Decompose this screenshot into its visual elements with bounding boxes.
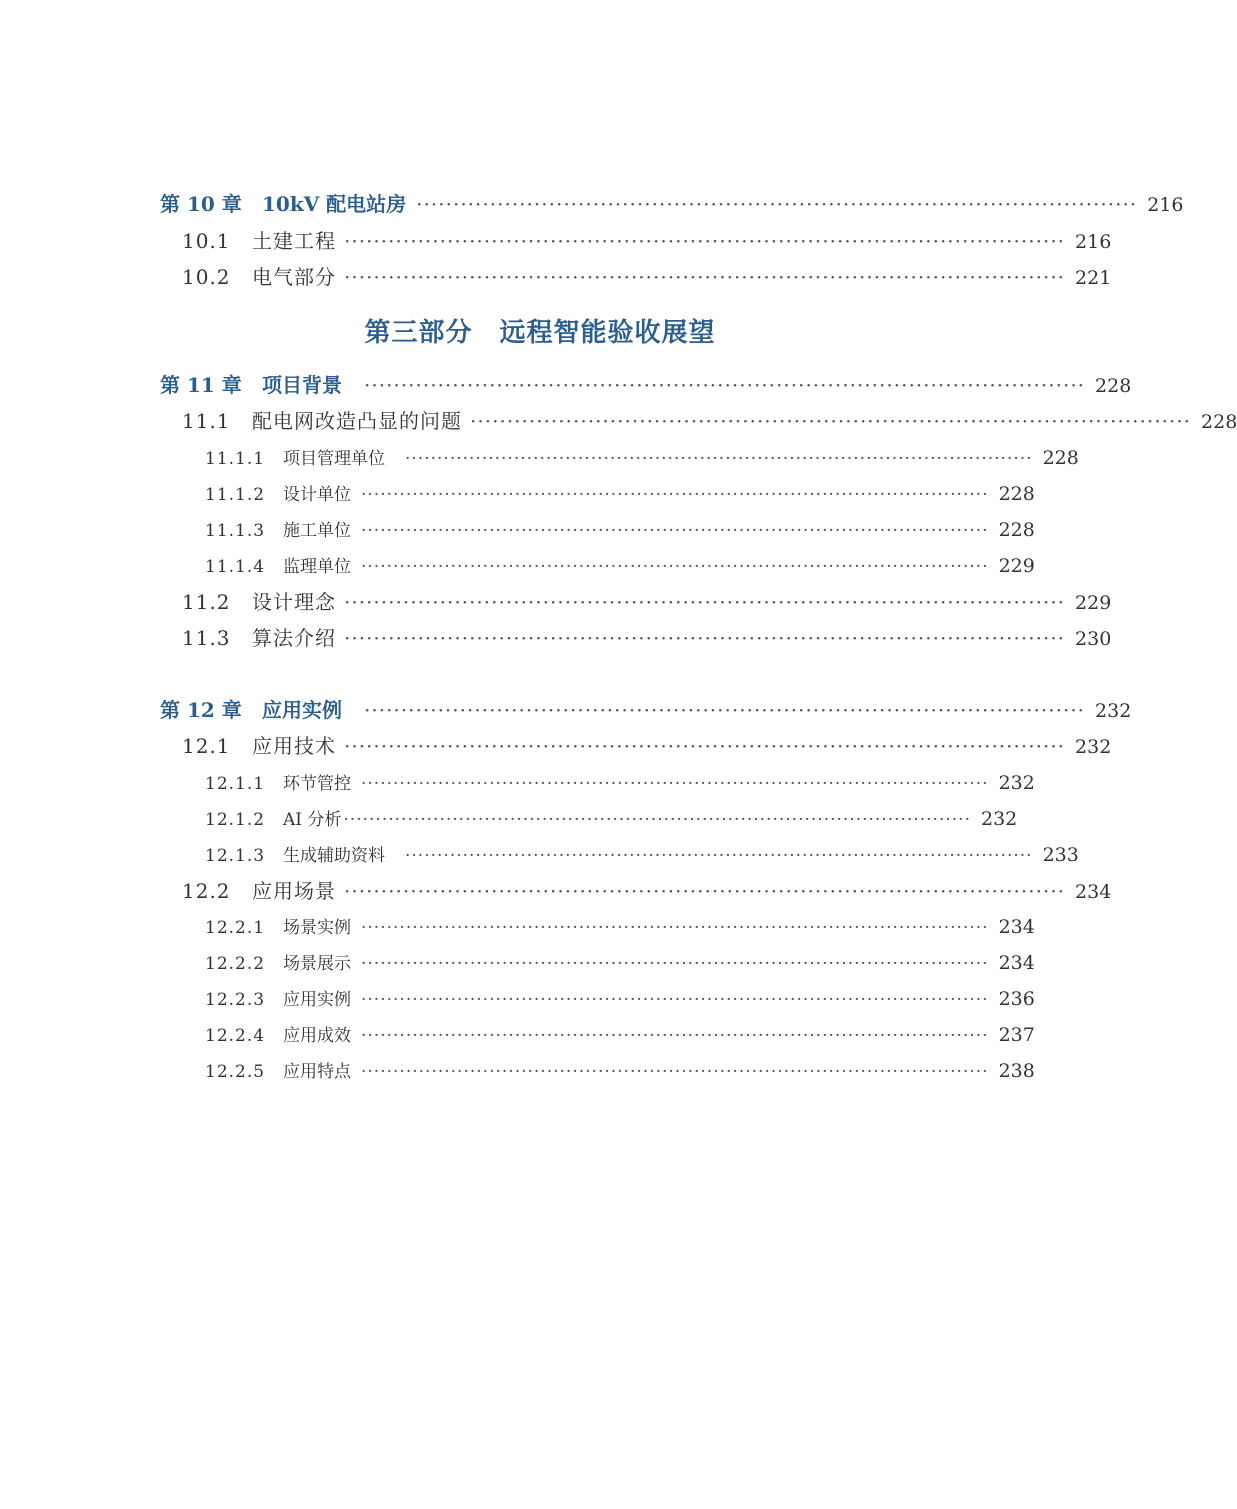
subsection-title: 场景实例	[283, 918, 351, 938]
dot-leader: ··································································································	[344, 879, 1066, 903]
page-number: 228	[998, 483, 1035, 505]
toc-chapter-12[interactable]	[160, 694, 1132, 723]
subsection-number: 11.1.3	[205, 521, 266, 541]
section-title: 应用场景	[252, 879, 336, 903]
dot-leader: ··································································································	[405, 449, 1033, 469]
page-number: 232	[998, 772, 1035, 794]
section-number: 12.1	[182, 734, 231, 758]
chapter-title: 项目背景	[262, 373, 342, 397]
dot-leader: ··································································································	[361, 485, 989, 505]
dot-leader: ··································································································	[405, 846, 1033, 866]
subsection-title: 环节管控	[283, 774, 351, 794]
chapter-number: 第 12 章	[160, 698, 242, 722]
subsection-number: 12.2.5	[205, 1062, 266, 1082]
toc-subsection-12-2-5[interactable]	[160, 1057, 1035, 1082]
dot-leader: ··································································································	[361, 918, 989, 938]
page-number: 234	[998, 952, 1035, 974]
subsection-title: 应用特点	[283, 1062, 351, 1082]
page-number: 216	[1147, 194, 1184, 216]
subsection-number: 12.2.1	[205, 918, 266, 938]
page-number: 229	[998, 555, 1035, 577]
section-number: 10.1	[182, 229, 231, 253]
page-number: 236	[998, 988, 1035, 1010]
page-number: 228	[1095, 375, 1132, 397]
subsection-title: 项目管理单位	[283, 449, 385, 469]
toc-subsection-12-2-3[interactable]	[160, 985, 1035, 1010]
page-number: 234	[998, 916, 1035, 938]
subsection-title: 监理单位	[283, 557, 351, 577]
section-title: 配电网改造凸显的问题	[252, 409, 462, 433]
toc-section-10-1[interactable]	[160, 225, 1112, 254]
dot-leader: ··································································································	[416, 192, 1138, 216]
dot-leader: ··································································································	[361, 1062, 989, 1082]
page-number: 229	[1075, 592, 1112, 614]
toc-subsection-12-2-4[interactable]	[160, 1021, 1035, 1046]
toc-subsection-12-2-1[interactable]	[160, 913, 1035, 938]
subsection-number: 12.2.4	[205, 1026, 266, 1046]
chapter-title: 10kV 配电站房	[262, 192, 407, 216]
subsection-number: 11.1.4	[205, 557, 266, 577]
section-title: 应用技术	[252, 734, 336, 758]
section-title: 电气部分	[252, 265, 336, 289]
subsection-number: 12.1.3	[205, 846, 266, 866]
dot-leader: ··································································································	[361, 521, 989, 541]
toc-subsection-12-1-1[interactable]	[160, 769, 1035, 794]
dot-leader: ··································································································	[361, 557, 989, 577]
dot-leader: ··································································································	[361, 954, 989, 974]
page-number: 228	[1042, 447, 1079, 469]
dot-leader: ··································································································	[364, 373, 1086, 397]
toc-section-10-2[interactable]	[160, 261, 1112, 290]
dot-leader: ··································································································	[361, 1026, 989, 1046]
dot-leader: ··································································································	[344, 734, 1066, 758]
page-number: 237	[998, 1024, 1035, 1046]
dot-leader: ··································································································	[361, 990, 989, 1010]
section-number: 10.2	[182, 265, 231, 289]
toc-subsection-12-1-3[interactable]	[160, 841, 1079, 866]
toc-subsection-11-1-2[interactable]	[160, 480, 1035, 505]
section-number: 11.1	[182, 409, 231, 433]
dot-leader: ··································································································	[364, 698, 1086, 722]
page-number: 232	[1075, 736, 1112, 758]
toc-subsection-12-2-2[interactable]	[160, 949, 1035, 974]
page-number: 221	[1075, 267, 1112, 289]
part-heading: 第三部分 远程智能验收展望	[364, 318, 716, 348]
page-number: 230	[1075, 628, 1112, 650]
dot-leader: ··································································································	[343, 810, 971, 830]
toc-subsection-11-1-3[interactable]	[160, 516, 1035, 541]
page-number: 228	[998, 519, 1035, 541]
toc-section-11-2[interactable]	[160, 586, 1112, 615]
subsection-number: 12.2.3	[205, 990, 266, 1010]
subsection-number: 11.1.2	[205, 485, 266, 505]
subsection-number: 12.1.1	[205, 774, 266, 794]
page-number: 238	[998, 1060, 1035, 1082]
page-number: 233	[1042, 844, 1079, 866]
section-number: 11.3	[182, 626, 231, 650]
toc-section-12-1[interactable]	[160, 730, 1112, 759]
dot-leader: ··································································································	[344, 590, 1066, 614]
toc-section-11-1[interactable]	[160, 405, 1237, 434]
subsection-title: 场景展示	[283, 954, 351, 974]
dot-leader: ··································································································	[344, 626, 1066, 650]
subsection-number: 12.1.2	[205, 810, 266, 830]
toc-subsection-11-1-4[interactable]	[160, 552, 1035, 577]
subsection-title: 应用实例	[283, 990, 351, 1010]
section-title: 土建工程	[252, 229, 336, 253]
section-title: 算法介绍	[252, 626, 336, 650]
subsection-title: AI 分析	[283, 810, 342, 830]
toc-chapter-11[interactable]	[160, 369, 1132, 398]
chapter-number: 第 11 章	[160, 373, 242, 397]
toc-subsection-12-1-2[interactable]	[160, 805, 1018, 830]
dot-leader: ··································································································	[470, 409, 1192, 433]
subsection-number: 11.1.1	[205, 449, 266, 469]
page-number: 232	[980, 808, 1018, 830]
dot-leader: ··································································································	[344, 265, 1066, 289]
subsection-title: 施工单位	[283, 521, 351, 541]
subsection-title: 设计单位	[283, 485, 351, 505]
dot-leader: ··································································································	[344, 229, 1066, 253]
page-number: 228	[1201, 411, 1237, 433]
section-title: 设计理念	[252, 590, 336, 614]
page-number: 232	[1095, 700, 1132, 722]
page-number: 234	[1075, 881, 1112, 903]
subsection-title: 应用成效	[283, 1026, 351, 1046]
chapter-number: 第 10 章	[160, 192, 242, 216]
toc-section-12-2[interactable]	[160, 875, 1112, 904]
page-number: 216	[1075, 231, 1112, 253]
subsection-title: 生成辅助资料	[283, 846, 385, 866]
toc-section-11-3[interactable]	[160, 622, 1112, 651]
dot-leader: ··································································································	[361, 774, 989, 794]
section-number: 11.2	[182, 590, 231, 614]
subsection-number: 12.2.2	[205, 954, 266, 974]
toc-chapter-10[interactable]	[160, 188, 1184, 217]
chapter-title: 应用实例	[262, 698, 342, 722]
toc-subsection-11-1-1[interactable]	[160, 444, 1079, 469]
section-number: 12.2	[182, 879, 231, 903]
